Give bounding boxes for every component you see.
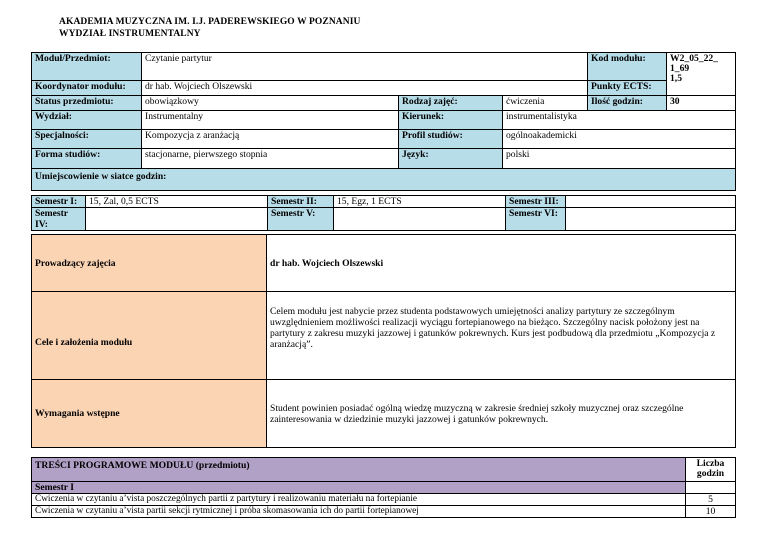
wymagania-label: Wymagania wstępne xyxy=(32,380,267,448)
status-value: obowiązkowy xyxy=(142,96,399,111)
profil-value: ogólnoakademicki xyxy=(503,130,736,149)
content-row-hours: 5 xyxy=(686,494,736,506)
jezyk-value: polski xyxy=(503,149,736,169)
table-row xyxy=(32,494,736,506)
semestr-5-value xyxy=(334,208,506,231)
specjalnosci-label: Specjalności: xyxy=(32,130,142,149)
modul-label: Moduł/Przedmiot: xyxy=(32,53,142,81)
godzin-value: 30 xyxy=(667,96,736,111)
cele-label: Cele i założenia modułu xyxy=(32,292,267,380)
kod-label: Kod modułu: xyxy=(588,53,667,81)
forma-value: stacjonarne, pierwszego stopnia xyxy=(142,149,399,169)
prowadzacy-label: Prowadzący zajęcia xyxy=(32,235,267,292)
semestr-2-value: 15, Egz, 1 ECTS xyxy=(334,196,506,208)
institution-name: AKADEMIA MUZYCZNA IM. I.J. PADEREWSKIEGO W POZNANIU xyxy=(59,17,361,27)
table-row xyxy=(32,506,736,518)
godzin-label: Ilość godzin: xyxy=(588,96,667,111)
forma-label: Forma studiów: xyxy=(32,149,142,169)
semestr-4-value xyxy=(86,208,268,231)
kierunek-label: Kierunek: xyxy=(399,111,503,130)
wydzial-value: Instrumentalny xyxy=(142,111,399,130)
kod-value-line2: 1_69 xyxy=(670,63,690,74)
kod-value xyxy=(667,53,736,96)
wydzial-label: Wydział: xyxy=(32,111,142,130)
wymagania-value: Student powinien posiadać ogólną wiedzę muzyczną w zakresie średniej szkoły muzycznej oraz szczególne zainteresowania w dziedzinie muzyki jazzowej i gatunków pokrewnych. xyxy=(267,380,736,448)
status-label: Status przedmiotu: xyxy=(32,96,142,111)
jezyk-label: Język: xyxy=(399,149,503,169)
semestr-5-label: Semestr V: xyxy=(268,208,334,231)
rodzaj-label: Rodzaj zajęć: xyxy=(399,96,503,111)
koordynator-label: Koordynator modułu: xyxy=(32,81,142,96)
module-info-table xyxy=(31,52,736,191)
hours-header-line2: godzin xyxy=(696,468,725,479)
kod-value-line1: W2_05_22_ xyxy=(670,53,718,64)
semestr-3-value xyxy=(566,196,736,208)
semestr-6-label: Semestr VI: xyxy=(506,208,566,231)
hours-header-line1: Liczba xyxy=(696,458,725,469)
modul-value: Czytanie partytur xyxy=(142,53,588,81)
koordynator-value: dr hab. Wojciech Olszewski xyxy=(142,81,588,96)
content-row-hours: 10 xyxy=(686,506,736,518)
semestr-3-label: Semestr III: xyxy=(506,196,566,208)
profil-label: Profil studiów: xyxy=(399,130,503,149)
semester-row-hours xyxy=(686,482,736,494)
semestr-2-label: Semestr II: xyxy=(268,196,334,208)
content-row-text: Ćwiczenia w czytaniu a’vista poszczególnych partii z partytury i realizowaniu materiału na fortepianie xyxy=(32,494,686,506)
semestr-1-label: Semestr I: xyxy=(32,196,86,208)
kierunek-value: instrumentalistyka xyxy=(503,111,736,130)
program-content-table xyxy=(31,457,736,518)
hours-header xyxy=(686,458,736,482)
semester-table xyxy=(31,195,736,231)
content-row-text: Ćwiczenia w czytaniu a’vista partii sekcji rytmicznej i próba skomasowania ich do partii fortepianowej xyxy=(32,506,686,518)
semestr-1-value: 15, Zal, 0,5 ECTS xyxy=(86,196,268,208)
rodzaj-value: ćwiczenia xyxy=(503,96,588,111)
semester-row-label: Semestr I xyxy=(32,482,686,494)
ects-value: 1,5 xyxy=(670,73,682,84)
prowadzacy-value: dr hab. Wojciech Olszewski xyxy=(267,235,736,292)
content-title: TREŚCI PROGRAMOWE MODUŁU (przedmiotu) xyxy=(32,458,686,482)
ects-label: Punkty ECTS: xyxy=(588,81,667,96)
umiejscowienie-label: Umiejscowienie w siatce godzin: xyxy=(32,169,736,191)
semestr-6-value xyxy=(566,208,736,231)
faculty-name: WYDZIAŁ INSTRUMENTALNY xyxy=(59,29,201,39)
cele-value: Celem modułu jest nabycie przez studenta podstawowych umiejętności analizy partytury ze szczególnym uwzględnieniem możliwości realizacji wyciągu fortepianowego na bieżąco. Szczególny nacisk położony jest na partytury z zakresu muzyki jazzowej i gatunków pokrewnych. Kurs jest podbudową dla przedmiotu „Kompozycja z aranżacją”. xyxy=(267,292,736,380)
semestr-4-label: Semestr IV: xyxy=(32,208,86,231)
specjalnosci-value: Kompozycja z aranżacją xyxy=(142,130,399,149)
module-details-table xyxy=(31,234,736,448)
